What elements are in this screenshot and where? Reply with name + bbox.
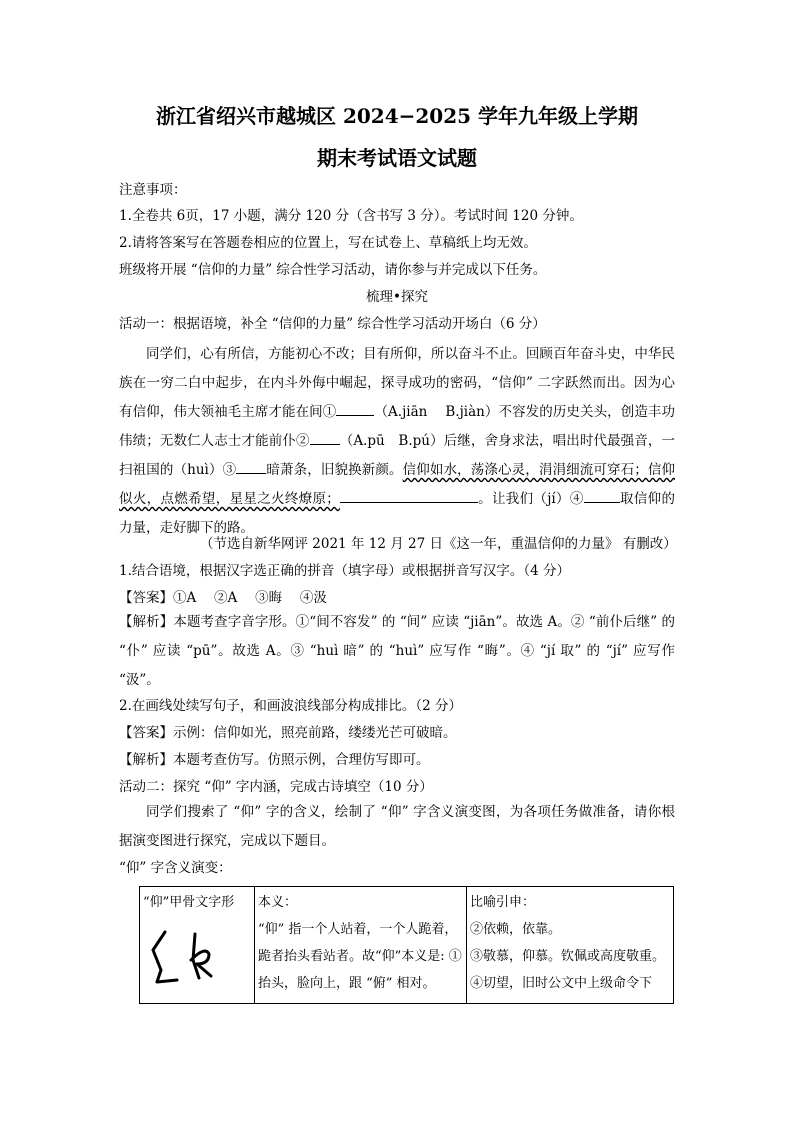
q1-analysis: [119, 608, 675, 695]
original-meaning-cell: [255, 887, 467, 1004]
blank-continuation[interactable]: [340, 488, 478, 503]
activity2-intro: 同学们搜索了 “仰” 字的含义，绘制了 “仰” 字含义演变图，为各项任务做准备，请你根据演变图进行探究，完成以下题目。: [119, 804, 675, 849]
section-title: 梳理•探究: [366, 289, 428, 305]
notes-item-2: 2.请将答案写在答题卷相应的位置上，写在试卷上、草稿纸上均无效。: [119, 235, 537, 251]
q2-analysis: [119, 750, 679, 770]
table-caption: “仰” 字含义演变：: [119, 860, 232, 876]
passage-part-5: 。让我们（jí）④: [477, 491, 584, 507]
extended-meaning-cell: [467, 887, 674, 1004]
q1-answer-text: ①A ②A ③晦 ④汲: [173, 590, 327, 606]
q2-answer: [119, 723, 679, 743]
notes-item-1: 1.全卷共 6页，17 小题，满分 120 分（含书写 3 分）。考试时间 120 分钟。: [119, 208, 583, 224]
original-body: “仰” 指一个人站着，一个人跪着，跪者抬头看站者。故“仰”本义是: ①抬头，脸向上，跟 “俯” 相对。: [258, 922, 462, 991]
passage-part-6: 取信仰的力量，走好脚下的路。: [119, 491, 676, 536]
activity-intro: 班级将开展 “信仰的力量” 综合性学习活动，请你参与并完成以下任务。: [119, 262, 547, 278]
blank-3[interactable]: [236, 459, 266, 474]
q2-question: 2.在画线处续写句子，和画波浪线部分构成排比。（2 分）: [119, 698, 463, 714]
original-header: 本义：: [258, 895, 298, 910]
analysis-tag: 【解析】: [119, 614, 174, 630]
q2-answer-text: 示例：信仰如光，照亮前路，缕缕光芒可破暗。: [173, 725, 457, 741]
oracle-header: “仰”甲骨文字形: [143, 895, 235, 910]
q2-analysis-text: 本题考查仿写。仿照示例，合理仿写即可。: [173, 752, 430, 768]
oracle-bone-cell: [140, 887, 255, 1004]
extended-item-2: ②依赖，依靠。: [470, 922, 562, 937]
extended-item-3: ③敬慕，仰慕。钦佩或高度敬重。: [470, 949, 666, 964]
blank-4[interactable]: [584, 488, 620, 503]
passage-part-4: 暗萧条，旧貌换新颜。: [266, 462, 403, 478]
answer-tag: 【答案】: [119, 590, 173, 606]
passage-part-2: （A.jiān B.jiàn）不容发的历史关头，创造丰功伟绩；无数仁人志士才能前仆②: [119, 404, 675, 449]
blank-1[interactable]: [336, 401, 374, 416]
extended-item-4: ④切望，旧时公文中上级命令下: [470, 976, 653, 991]
passage-part-3: （A.pū B.pú）后继，舍身求法，唱出时代最强音，一扫祖国的（huì）③: [119, 433, 676, 478]
activity2-heading: 活动二：探究 “仰” 字内涵，完成古诗填空（10 分）: [119, 779, 433, 795]
exam-title-line2: 期末考试语文试题: [317, 146, 477, 170]
q1-analysis-text: 本题考查字音字形。①“间不容发” 的 “间” 应读 “jiān”。故选 A。② “前仆后继” 的 “仆” 应读 “pū”。故选 A。③ “huì 暗” 的 “huì” 应写作 “晦”。④ “jí 取” 的 “jí” 应写作 “汲”。: [119, 614, 676, 688]
analysis-tag: 【解析】: [119, 752, 173, 768]
wavy-underlined-text: 信仰如水，荡涤心灵，涓涓细流可穿石；信仰似火，点燃希望，星星之火终燎原；: [119, 462, 675, 507]
q1-question: 1.结合语境，根据汉字选正确的拼音（填字母）或根据拼音写汉字。（4 分）: [119, 563, 571, 579]
answer-tag: 【答案】: [119, 725, 173, 741]
yang-meaning-table: [139, 886, 674, 1004]
oracle-bone-glyph-icon: [143, 920, 243, 1000]
q1-answer: [119, 588, 679, 608]
passage-part-1: 同学们，心有所信，方能初心不改；目有所仰，所以奋斗不止。回顾百年奋斗史，中华民族在一穷二白中起步，在内斗外侮中崛起，探寻成功的密码，“信仰” 二字跃然而出。因为心有信仰，伟大领袖毛主席才能在间①: [119, 346, 675, 420]
notes-heading: 注意事项：: [119, 182, 187, 198]
blank-2[interactable]: [310, 430, 340, 445]
activity1-passage: [119, 340, 675, 543]
exam-title-line1: 浙江省绍兴市越城区 2024−2025 学年九年级上学期: [155, 104, 638, 128]
activity1-heading: 活动一：根据语境，补全 “信仰的力量” 综合性学习活动开场白（6 分）: [119, 316, 546, 332]
extended-header: 比喻引申：: [470, 895, 536, 910]
passage-source: （节选自新华网评 2021 年 12 月 27 日《这一年，重温信仰的力量》 有删改）: [200, 536, 677, 552]
